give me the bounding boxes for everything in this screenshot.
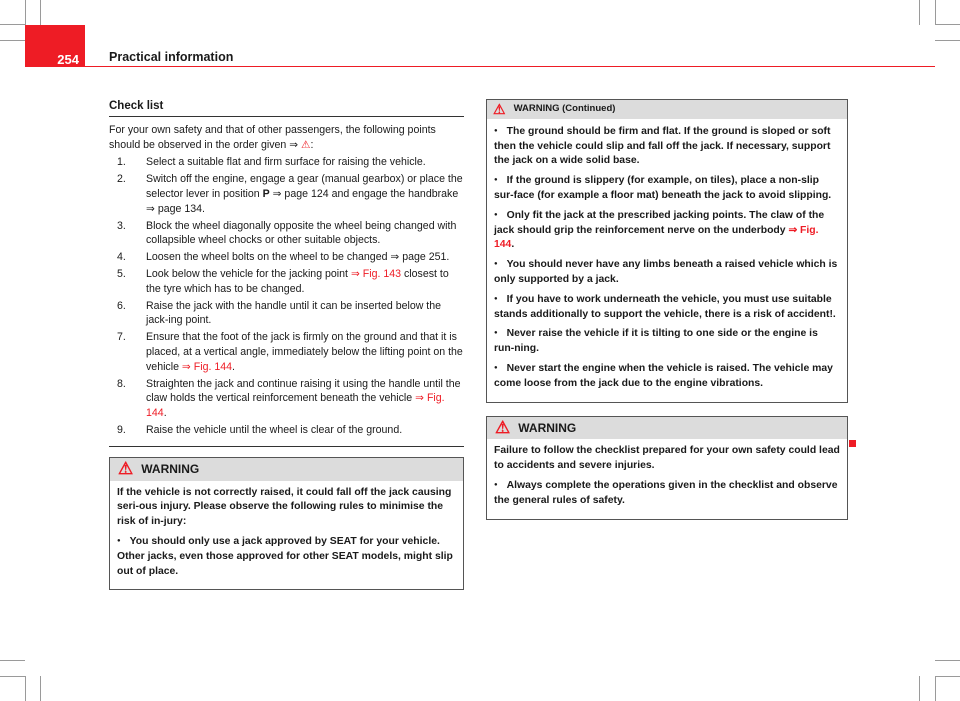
crop-mark: [935, 24, 960, 25]
warning-bullet: ● The ground should be firm and flat. If the ground is sloped or soft then the vehicle could slip and fall off the jack. If necessary, support the jack on a wide solid base.: [494, 124, 840, 169]
warning-triangle-icon: ⚠: [301, 138, 311, 151]
warning-triangle-icon: ⚠: [118, 458, 134, 478]
crop-mark: [25, 676, 26, 701]
crop-mark: [40, 676, 41, 701]
list-item: 4. Loosen the wheel bolts on the wheel to be changed ⇒ page 251.: [117, 251, 450, 264]
crop-mark: [0, 40, 25, 41]
section-heading: Check list: [109, 99, 464, 117]
list-item: 9. Raise the vehicle until the wheel is clear of the ground.: [117, 423, 403, 436]
checklist: [109, 155, 464, 437]
crop-mark: [25, 0, 26, 25]
section-end-marker: [849, 440, 856, 447]
warning-bullet: ● Never start the engine when the vehicle is raised. The vehicle may come loose from the jack due to the engine vibrations.: [494, 361, 840, 392]
crop-mark: [919, 0, 920, 25]
crop-mark: [935, 676, 936, 701]
warning-bullet: ● Always complete the operations given in the checklist and observe the general rules of safety.: [494, 478, 840, 509]
warning-bullet: ● You should never have any limbs beneath a raised vehicle which is only supported by a jack.: [494, 257, 840, 288]
right-column: [486, 99, 848, 520]
warning-header: ⚠ WARNING: [110, 458, 463, 481]
figure-link[interactable]: ⇒ Fig. 144: [494, 224, 819, 251]
warning-continued-box: [486, 99, 848, 403]
crop-mark: [0, 660, 25, 661]
list-item: 6. Raise the jack with the handle until it can be inserted below the jack-ing point.: [117, 299, 442, 327]
page-title: Practical information: [109, 50, 234, 64]
crop-mark: [919, 676, 920, 701]
crop-mark: [0, 24, 25, 25]
intro-text: For your own safety and that of other passengers, the following points should be observed in the order given ⇒ ⚠:: [109, 123, 436, 151]
figure-link[interactable]: ⇒ Fig. 144: [146, 392, 445, 420]
warning-triangle-icon: ⚠: [493, 101, 506, 117]
figure-link[interactable]: ⇒ Fig. 144: [181, 360, 233, 373]
warning-text: Failure to follow the checklist prepared for your own safety could lead to accidents and severe injuries.: [494, 445, 840, 472]
warning-header: ⚠ WARNING (Continued): [487, 100, 847, 119]
crop-mark: [935, 676, 960, 677]
left-column: [109, 99, 464, 590]
list-item: 5. Look below the vehicle for the jacking point ⇒ Fig. 143 closest to the tyre which has to be changed.: [117, 267, 449, 295]
page-number: 254: [25, 25, 85, 67]
divider: [109, 446, 464, 447]
figure-link[interactable]: ⇒ Fig. 143: [350, 267, 402, 280]
list-item: 7. Ensure that the foot of the jack is firmly on the ground and that it is placed, at a vertical angle, immediately below the lifting point on the vehicle ⇒ Fig. 144.: [117, 331, 463, 373]
list-item: 1. Select a suitable flat and firm surface for raising the vehicle.: [117, 156, 426, 169]
crop-mark: [935, 0, 936, 25]
list-item: 2. Switch off the engine, engage a gear (manual gearbox) or place the selector lever in position P ⇒ page 124 and engage the handbrake ⇒ page 134.: [117, 173, 463, 215]
warning-bullet: ● You should only use a jack approved by SEAT for your vehicle. Other jacks, even those approved for other SEAT models, might slip out of place.: [117, 534, 456, 579]
list-item: 3. Block the wheel diagonally opposite the wheel being changed with collapsible wheel chocks or other suitable objects.: [117, 219, 457, 247]
header-rule: [85, 66, 935, 67]
warning-box: [486, 416, 848, 520]
warning-bullet: ● Never raise the vehicle if it is tilting to one side or the engine is run-ning.: [494, 326, 840, 357]
warning-text: If the vehicle is not correctly raised, it could fall off the jack causing seri-ous injury. Please observe the following rules to minimise the risk of in-jury:: [117, 486, 452, 528]
warning-bullet: ● If the ground is slippery (for example, on tiles), place a non-slip sur-face (for example a floor mat) beneath the jack to avoid slipping.: [494, 173, 840, 204]
warning-header: ⚠ WARNING: [487, 417, 847, 440]
crop-mark: [935, 660, 960, 661]
warning-bullet: ● If you have to work underneath the vehicle, you must use suitable stands additionally to support the vehicle, there is a risk of accident!.: [494, 292, 840, 323]
crop-mark: [40, 0, 41, 25]
crop-mark: [935, 40, 960, 41]
warning-box: [109, 457, 464, 591]
crop-mark: [0, 676, 25, 677]
warning-triangle-icon: ⚠: [495, 417, 511, 437]
list-item: 8. Straighten the jack and continue raising it using the handle until the claw holds the vertical reinforcement beneath the vehicle ⇒ Fig. 144.: [117, 377, 461, 420]
warning-bullet: ● Only fit the jack at the prescribed jacking points. The claw of the jack should grip the reinforcement nerve on the underbody ⇒ Fig. 144.: [494, 208, 840, 253]
